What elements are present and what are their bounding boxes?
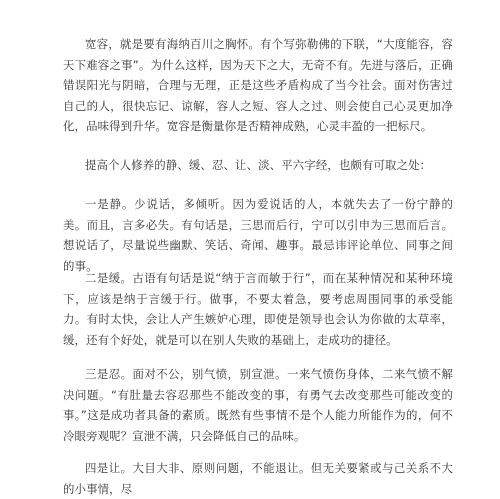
paragraph-six-words-intro: 提高个人修养的静、缓、忍、让、淡、平六字经，也颇有可取之处：	[85, 158, 432, 172]
paragraph-calm: 一是静。少说话，多倾听。因为爱说话的人，本就失去了一份宁静的美。而且，言多必失。有句话是，三思而后行，宁可以引申为三思而后言。想说话了，尽量说些幽默、笑话、奇闻、趣事。最忌讳评论单位、同事之间的事。	[63, 197, 453, 273]
paragraph-tolerance: 宽容，就是要有海纳百川之胸怀。有个写弥勒佛的下联，“大度能容，容天下难容之事”。为什么这样，因为天下之大，无奇不有。先进与落后，正确错误阳光与阴暗，合理与无理，正是这些矛盾构成了当今社会。面对伤害过自己的人，很快忘记、谅解，容人之短、容人之过、则会使自己心灵更加净化，品味得到升华。宽容是衡量你是否精神成熟，心灵丰盈的一把标尺。	[63, 37, 453, 134]
paragraph-yield: 四是让。大目大非、原则问题，不能退让。但无关要紧或与己关系不大的小事情，尽	[63, 461, 453, 496]
paragraph-endure: 三是忍。面对不公，别气愤，别宣泄。一来气愤伤身体，二来气愤不解决问题。“有肚量去容忍那些不能改变的事，有勇气去改变那些可能改变的事。”这是成功者具备的素质。既然有些事情不是个人能力所能作为的，何不冷眼旁观呢？宣泄不满，只会降低自己的品味。	[63, 367, 453, 443]
paragraph-slow: 二是缓。古语有句话是说“纳于言而敏于行”，而在某种情况和某种环境下，应该是纳于言缓于行。做事，不要太着急，要考虑周围同事的承受能力。有时太快，会让人产生嫉妒心理，即使是领导也会认为你做的太草率，缓，还有个好处，就是可以在别人失败的基础上，走成功的捷径。	[63, 271, 453, 347]
